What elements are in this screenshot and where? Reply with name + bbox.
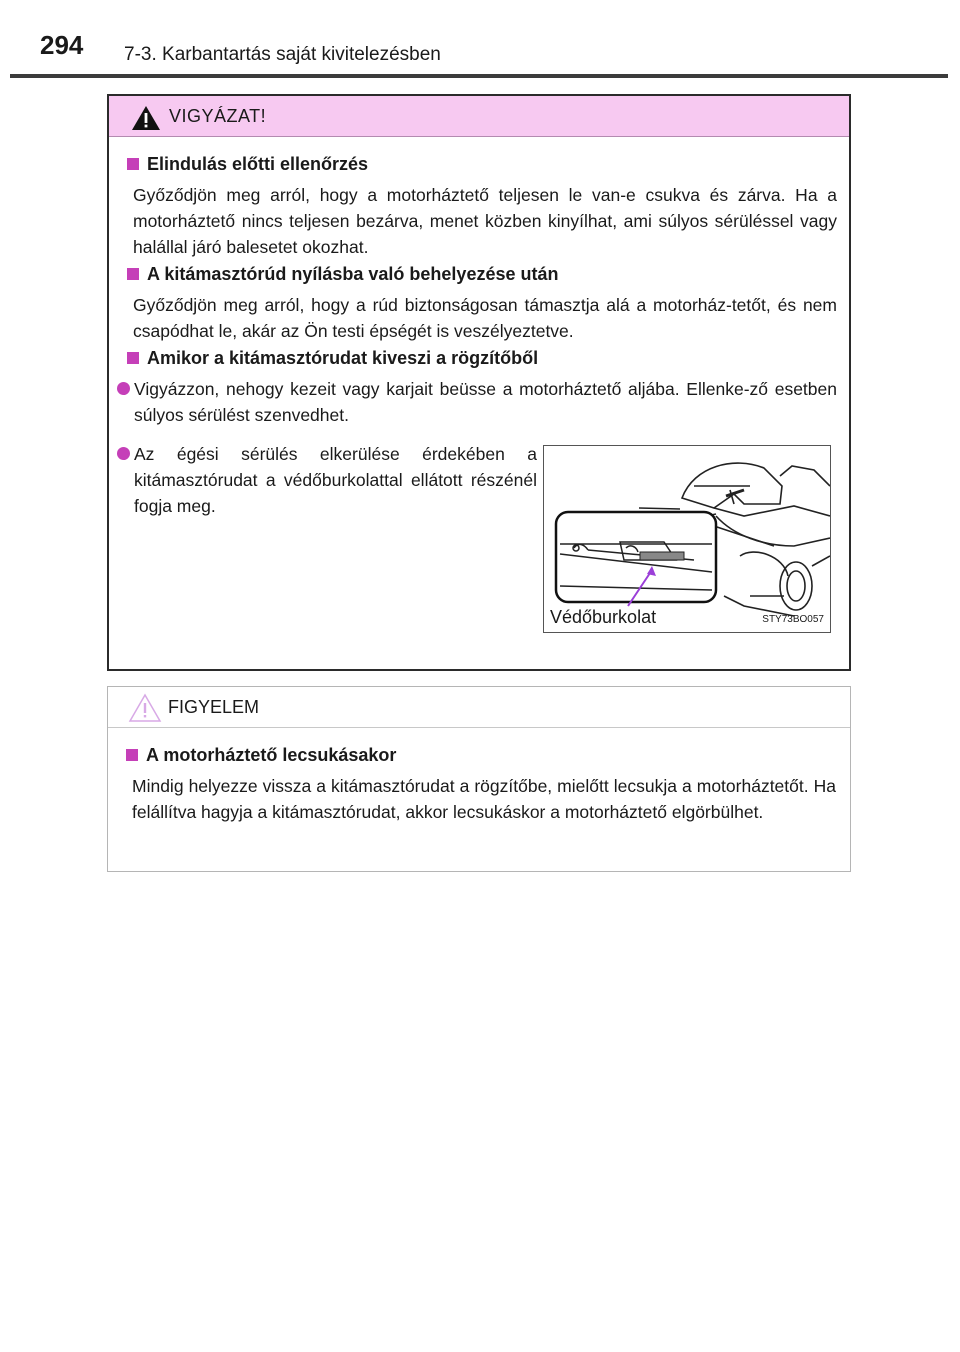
figure-code: STY73BO057 [762,614,824,625]
notice-text: Mindig helyezze vissza a kitámasztórudat a rögzítőbe, mielőtt lecsukja a motorháztetőt. Ha felállítva hagyja a kitámasztórudat, akkor lecsukáskor a motorháztető elgörbülhet. [132,776,836,822]
section-heading-3: Amikor a kitámasztórudat kiveszi a rögzítőből [127,348,538,369]
section-heading-2: A kitámasztórúd nyílásba való behelyezése után [127,264,558,285]
notice-label: FIGYELEM [168,697,260,717]
bullet-item-2: Az égési sérülés elkerülése érdekében a kitámasztórudat a védőburkolattal ellátott részénél fogja meg. [117,441,537,519]
warning-header [109,96,849,137]
notice-box [107,686,851,872]
square-bullet-icon [127,352,139,364]
bullet-item-1: Vigyázzon, nehogy kezeit vagy karjait beüsse a motorháztető aljába. Ellenke-ző esetben súlyos sérülést szenvedhet. [117,376,837,428]
round-bullet-icon [117,447,130,460]
notice-triangle-icon [128,693,162,728]
header-rule [10,74,948,78]
warning-label: VIGYÁZAT! [169,106,267,126]
hood-support-figure [543,445,831,633]
round-bullet-icon [117,382,130,395]
notice-header [108,687,850,728]
page-number: 294 [40,30,84,60]
warning-box [107,94,851,671]
square-bullet-icon [127,158,139,170]
square-bullet-icon [126,749,138,761]
square-bullet-icon [127,268,139,280]
car-hood-illustration [544,446,830,632]
section-text-1: Győződjön meg arról, hogy a motorháztető teljesen le van-e csukva és zárva. Ha a motorháztető nincs teljesen bezárva, menet közben kinyílhat, ami súlyos sérüléssel vagy halállal járó balesetet okozhat. [133,185,837,257]
section-text-2: Győződjön meg arról, hogy a rúd biztonságosan támasztja alá a motorház-tetőt, és nem csapódhat le, akár az Ön testi épségét is veszélyeztetve. [133,295,837,341]
section-heading-1: Elindulás előtti ellenőrzés [127,154,368,175]
section-title: 7-3. Karbantartás saját kivitelezésben [124,44,441,65]
warning-triangle-icon [131,105,161,136]
figure-label: Védőburkolat [550,607,657,627]
page-header [0,0,960,80]
notice-heading: A motorháztető lecsukásakor [126,745,396,766]
